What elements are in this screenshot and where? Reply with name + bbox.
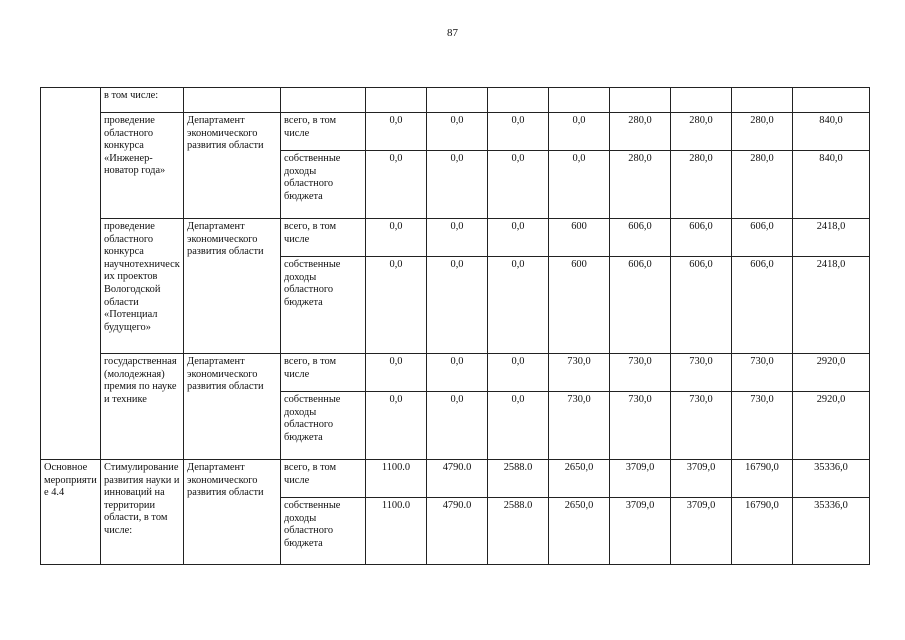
table-row bbox=[41, 113, 870, 151]
executor-cell: Департамент экономического развития области bbox=[184, 354, 281, 460]
value-cell: 3709,0 bbox=[610, 498, 671, 565]
value-cell: 600 bbox=[549, 219, 610, 257]
value-cell: 0,0 bbox=[427, 219, 488, 257]
budget-table bbox=[40, 87, 870, 565]
value-cell: 0,0 bbox=[488, 113, 549, 151]
value-cell bbox=[427, 88, 488, 113]
value-cell: 606,0 bbox=[732, 219, 793, 257]
source-cell: всего, в том числе bbox=[281, 354, 366, 392]
source-cell: собственные доходы областного бюджета bbox=[281, 498, 366, 565]
value-cell: 730,0 bbox=[610, 354, 671, 392]
value-cell bbox=[488, 88, 549, 113]
value-cell: 2650,0 bbox=[549, 460, 610, 498]
table-row bbox=[41, 354, 870, 392]
event-cell: проведение областного конкурса «Инженер-новатор года» bbox=[101, 113, 184, 219]
value-cell: 4790.0 bbox=[427, 498, 488, 565]
value-cell: 280,0 bbox=[732, 151, 793, 219]
value-cell: 0,0 bbox=[427, 354, 488, 392]
value-cell: 280,0 bbox=[671, 113, 732, 151]
value-cell: 606,0 bbox=[610, 257, 671, 354]
value-cell: 730,0 bbox=[549, 392, 610, 460]
value-cell: 280,0 bbox=[671, 151, 732, 219]
source-cell: всего, в том числе bbox=[281, 113, 366, 151]
value-cell: 1100.0 bbox=[366, 460, 427, 498]
event-cell: в том числе: bbox=[101, 88, 184, 113]
value-cell: 840,0 bbox=[793, 113, 870, 151]
value-cell: 0,0 bbox=[366, 392, 427, 460]
value-cell: 0,0 bbox=[549, 151, 610, 219]
table-body bbox=[41, 88, 870, 565]
value-cell: 0,0 bbox=[427, 151, 488, 219]
main-event-cell: Основное мероприятие 4.4 bbox=[41, 460, 101, 565]
value-cell: 0,0 bbox=[549, 113, 610, 151]
source-cell bbox=[281, 88, 366, 113]
executor-cell: Департамент экономического развития области bbox=[184, 460, 281, 565]
value-cell: 0,0 bbox=[427, 113, 488, 151]
value-cell: 0,0 bbox=[366, 219, 427, 257]
value-cell: 600 bbox=[549, 257, 610, 354]
source-cell: собственные доходы областного бюджета bbox=[281, 257, 366, 354]
value-cell: 606,0 bbox=[732, 257, 793, 354]
value-cell: 606,0 bbox=[671, 257, 732, 354]
value-cell: 0,0 bbox=[366, 257, 427, 354]
value-cell: 2920,0 bbox=[793, 392, 870, 460]
value-cell: 0,0 bbox=[488, 151, 549, 219]
value-cell: 2920,0 bbox=[793, 354, 870, 392]
event-cell: Стимулирование развития науки и инноваций на территории области, в том числе: bbox=[101, 460, 184, 565]
table-row bbox=[41, 460, 870, 498]
value-cell: 0,0 bbox=[366, 151, 427, 219]
executor-cell: Департамент экономического развития области bbox=[184, 219, 281, 354]
main-event-cell bbox=[41, 88, 101, 460]
value-cell: 0,0 bbox=[427, 392, 488, 460]
value-cell: 0,0 bbox=[488, 392, 549, 460]
value-cell: 1100.0 bbox=[366, 498, 427, 565]
value-cell: 0,0 bbox=[366, 113, 427, 151]
value-cell: 730,0 bbox=[549, 354, 610, 392]
value-cell: 16790,0 bbox=[732, 460, 793, 498]
event-cell: проведение областного конкурса научнотехнических проектов Вологодской области «Потенциал будущего» bbox=[101, 219, 184, 354]
value-cell: 840,0 bbox=[793, 151, 870, 219]
value-cell: 730,0 bbox=[671, 392, 732, 460]
executor-cell: Департамент экономического развития области bbox=[184, 113, 281, 219]
value-cell: 730,0 bbox=[732, 392, 793, 460]
value-cell: 2650,0 bbox=[549, 498, 610, 565]
value-cell: 730,0 bbox=[610, 392, 671, 460]
value-cell: 730,0 bbox=[671, 354, 732, 392]
source-cell: собственные доходы областного бюджета bbox=[281, 392, 366, 460]
value-cell: 35336,0 bbox=[793, 498, 870, 565]
value-cell bbox=[610, 88, 671, 113]
value-cell: 3709,0 bbox=[671, 498, 732, 565]
value-cell: 2588.0 bbox=[488, 460, 549, 498]
table-row bbox=[41, 88, 870, 113]
event-cell: государственная (молодежная) премия по науке и технике bbox=[101, 354, 184, 460]
page-number: 87 bbox=[447, 27, 458, 39]
value-cell: 2588.0 bbox=[488, 498, 549, 565]
value-cell: 0,0 bbox=[366, 354, 427, 392]
table-row bbox=[41, 219, 870, 257]
source-cell: всего, в том числе bbox=[281, 460, 366, 498]
value-cell: 0,0 bbox=[488, 219, 549, 257]
value-cell bbox=[549, 88, 610, 113]
value-cell bbox=[732, 88, 793, 113]
value-cell: 16790,0 bbox=[732, 498, 793, 565]
value-cell: 2418,0 bbox=[793, 219, 870, 257]
value-cell bbox=[671, 88, 732, 113]
value-cell: 3709,0 bbox=[610, 460, 671, 498]
value-cell: 280,0 bbox=[610, 113, 671, 151]
source-cell: собственные доходы областного бюджета bbox=[281, 151, 366, 219]
value-cell: 0,0 bbox=[488, 354, 549, 392]
value-cell: 3709,0 bbox=[671, 460, 732, 498]
value-cell bbox=[366, 88, 427, 113]
value-cell: 2418,0 bbox=[793, 257, 870, 354]
value-cell: 606,0 bbox=[671, 219, 732, 257]
value-cell: 280,0 bbox=[732, 113, 793, 151]
source-cell: всего, в том числе bbox=[281, 219, 366, 257]
value-cell: 4790.0 bbox=[427, 460, 488, 498]
value-cell: 730,0 bbox=[732, 354, 793, 392]
value-cell: 35336,0 bbox=[793, 460, 870, 498]
value-cell: 280,0 bbox=[610, 151, 671, 219]
value-cell: 606,0 bbox=[610, 219, 671, 257]
value-cell: 0,0 bbox=[427, 257, 488, 354]
executor-cell bbox=[184, 88, 281, 113]
value-cell bbox=[793, 88, 870, 113]
value-cell: 0,0 bbox=[488, 257, 549, 354]
